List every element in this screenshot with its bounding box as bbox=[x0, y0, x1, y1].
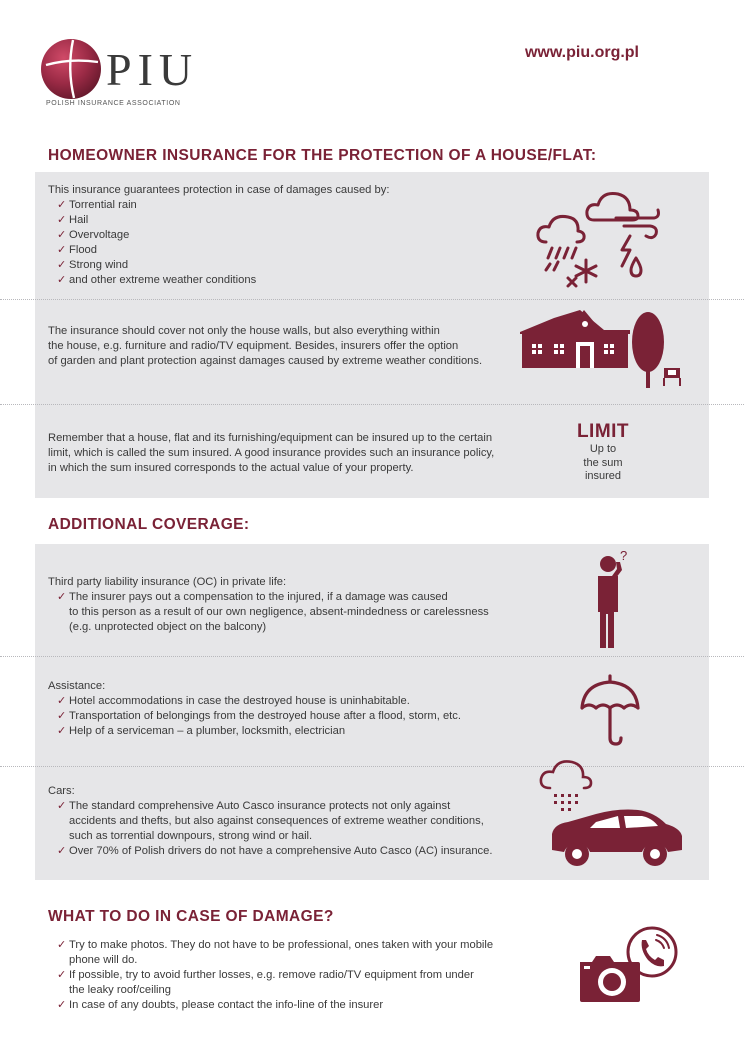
liability-item: ✓ The insurer pays out a compensation to the injured, if a damage was caused to this person as a result of our own negligence, absent-mindedness or carelessness (e.g. unprotected object on the balcony) bbox=[48, 590, 528, 635]
damage-steps-block bbox=[48, 938, 528, 1013]
car-rain-icon bbox=[538, 758, 688, 870]
assistance-item: ✓ Help of a serviceman – a plumber, locksmith, electrician bbox=[48, 724, 528, 739]
umbrella-icon bbox=[578, 672, 642, 748]
divider bbox=[0, 299, 744, 300]
cars-block bbox=[48, 784, 528, 859]
divider bbox=[0, 404, 744, 405]
assistance-item: ✓ Transportation of belongings from the destroyed house after a flood, storm, etc. bbox=[48, 709, 528, 724]
cause-item: ✓ Flood bbox=[48, 243, 508, 258]
assistance-intro: Assistance: bbox=[48, 680, 106, 692]
cause-item: ✓ Overvoltage bbox=[48, 228, 508, 243]
liability-intro: Third party liability insurance (OC) in private life: bbox=[48, 576, 287, 588]
section-title-damage: WHAT TO DO IN CASE OF DAMAGE? bbox=[48, 908, 334, 925]
damage-step: ✓ If possible, try to avoid further losses, e.g. remove radio/TV equipment from under the leaky roof/ceiling bbox=[48, 968, 528, 998]
cause-item: ✓ Strong wind bbox=[48, 258, 508, 273]
assistance-item: ✓ Hotel accommodations in case the destroyed house is uninhabitable. bbox=[48, 694, 528, 709]
limit-subtitle: Up to the sum insured bbox=[583, 443, 623, 482]
cars-intro: Cars: bbox=[48, 785, 75, 797]
thinking-person-icon bbox=[592, 548, 636, 652]
section-title-homeowner: HOMEOWNER INSURANCE FOR THE PROTECTION OF A HOUSE/FLAT: bbox=[48, 147, 597, 164]
cause-item: ✓ and other extreme weather conditions bbox=[48, 273, 508, 288]
coverage-intro: This insurance guarantees protection in case of damages caused by: bbox=[48, 184, 390, 196]
camera-phone-icon bbox=[576, 924, 686, 1006]
damage-step: ✓ Try to make photos. They do not have to be professional, ones taken with your mobile phone will do. bbox=[48, 938, 528, 968]
cars-item: ✓ Over 70% of Polish drivers do not have a comprehensive Auto Casco (AC) insurance. bbox=[48, 844, 528, 859]
coverage-causes-block bbox=[48, 183, 508, 288]
liability-block bbox=[48, 575, 528, 635]
cause-item: ✓ Hail bbox=[48, 213, 508, 228]
section-title-additional: ADDITIONAL COVERAGE: bbox=[48, 516, 250, 533]
cause-item: ✓ Torrential rain bbox=[48, 198, 508, 213]
limit-title: LIMIT bbox=[576, 421, 630, 442]
divider bbox=[0, 656, 744, 657]
piu-globe-icon bbox=[40, 38, 102, 100]
piu-logo bbox=[40, 38, 199, 114]
cars-item: ✓ The standard comprehensive Auto Casco insurance protects not only against accidents and thefts, but also against consequences of extreme weather conditions, such as torrential downpours, strong wind or hail. bbox=[48, 799, 528, 844]
house-contents-text: The insurance should cover not only the house walls, but also everything within the house, e.g. furniture and radio/TV equipment. Besides, insurers offer the option of garden and plant protection against damages caused by extreme weather conditions. bbox=[48, 325, 483, 367]
assistance-block bbox=[48, 679, 528, 739]
website-link[interactable]: www.piu.org.pl bbox=[524, 44, 639, 61]
logo-subtitle: POLISH INSURANCE ASSOCIATION bbox=[46, 100, 181, 107]
weather-icon bbox=[532, 186, 660, 290]
svg-text:?: ? bbox=[620, 548, 628, 563]
house-garden-icon bbox=[518, 304, 688, 392]
damage-step: ✓ In case of any doubts, please contact the info-line of the insurer bbox=[48, 998, 528, 1013]
limit-badge bbox=[563, 421, 643, 484]
logo-wordmark: PIU bbox=[106, 44, 199, 95]
sum-insured-text: Remember that a house, flat and its furnishing/equipment can be insured up to the certain limit, which is called the sum insured. A good insurance provides such an insurance policy, in which the sum insured corresponds to the actual value of your property. bbox=[48, 432, 495, 474]
